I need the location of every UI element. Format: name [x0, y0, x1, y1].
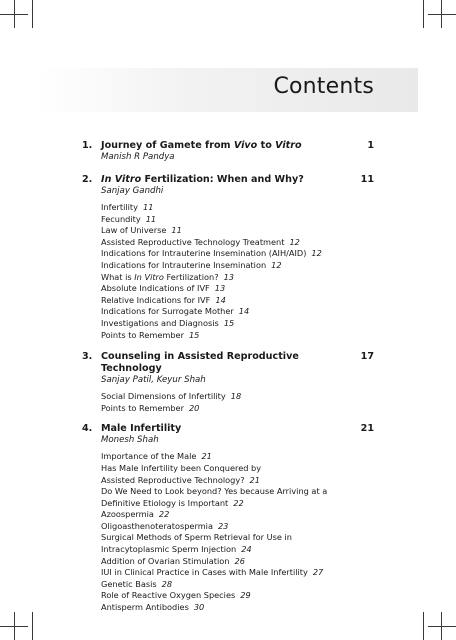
section-page-number: 13: [214, 283, 226, 294]
chapter-heading: [82, 140, 374, 152]
section-page-number: 11: [171, 225, 182, 236]
chapter-entry: [82, 351, 374, 414]
section-page-number: 18: [230, 391, 242, 402]
chapter-page-number: 17: [360, 351, 374, 363]
chapter-title: Male Infertility: [101, 423, 182, 435]
section-entry: Addition of Ovarian Stimulation 26: [101, 555, 245, 566]
section-page-number: 12: [289, 236, 300, 247]
section-entry: Indications for Intrauterine Insemination 12: [101, 259, 282, 270]
section-entry: Indications for Surrogate Mother 14: [101, 306, 250, 317]
section-entry: Do We Need to Look beyond? Yes because Arriving at a: [101, 486, 328, 497]
section-page-number: 15: [188, 329, 200, 340]
section-page-number: 20: [188, 402, 200, 413]
section-entry: Law of Universe 11: [101, 225, 182, 236]
crop-mark-bottom-left-v2: [32, 612, 33, 640]
section-list: [82, 391, 374, 414]
section-entry: Intracytoplasmic Sperm Injection 24: [101, 544, 252, 555]
section-page-number: 12: [271, 259, 282, 270]
section-page-number: 12: [311, 248, 322, 259]
chapter-author: Monesh Shah: [101, 435, 159, 446]
chapter-title: Counseling in Assisted Reproductive Technology: [101, 351, 299, 375]
chapter-heading: [82, 351, 374, 375]
section-entry: Assisted Reproductive Technology Treatment 12: [101, 236, 300, 247]
section-page-number: 22: [158, 509, 170, 520]
crop-mark-top-right-h: [428, 14, 456, 15]
chapter-heading: [82, 174, 374, 186]
section-entry: Indications for Intrauterine Insemination (AIH/AID) 12: [101, 248, 322, 259]
table-of-contents: [82, 140, 374, 614]
section-entry: Points to Remember 20: [101, 402, 200, 413]
section-page-number: 11: [145, 213, 157, 224]
section-page-number: 22: [233, 497, 244, 508]
section-page-number: 15: [223, 317, 235, 328]
chapter-author: Sanjay Patil, Keyur Shah: [101, 375, 206, 386]
chapter-title: In Vitro Fertilization: When and Why?: [101, 174, 304, 185]
section-page-number: 28: [161, 578, 173, 589]
section-entry: Role of Reactive Oxygen Species 29: [101, 590, 251, 601]
section-entry: Genetic Basis 28: [101, 578, 173, 589]
section-entry: What is In Vitro Fertilization? 13: [101, 271, 235, 282]
section-entry: Assisted Reproductive Technology? 21: [101, 474, 260, 485]
chapter-author: Sanjay Gandhi: [101, 186, 164, 196]
section-entry: Has Male Infertility been Conquered by: [101, 462, 262, 473]
section-page-number: 27: [312, 567, 324, 578]
chapter-entry: [82, 423, 374, 613]
section-entry: Investigations and Diagnosis 15: [101, 317, 235, 328]
section-page-number: 21: [201, 451, 212, 462]
chapter-author: Manish R Pandya: [101, 152, 175, 162]
section-list: [82, 451, 374, 613]
section-page-number: 23: [217, 520, 229, 531]
section-page-number: 14: [215, 294, 226, 305]
section-entry: Antisperm Antibodies 30: [101, 602, 205, 613]
section-list: [82, 202, 374, 341]
chapter-page-number: 11: [360, 174, 374, 185]
page-title: Contents: [273, 74, 374, 99]
section-entry: Azoospermia 22: [101, 509, 170, 520]
section-page-number: 30: [193, 602, 205, 613]
section-entry: Oligoasthenoteratospermia 23: [101, 520, 229, 531]
section-page-number: 13: [223, 271, 235, 282]
section-entry: Definitive Etiology is Important 22: [101, 497, 244, 508]
section-entry: Importance of the Male 21: [101, 451, 212, 462]
section-page-number: 29: [240, 590, 251, 601]
crop-mark-bottom-left-h: [0, 626, 28, 627]
section-entry: IUI in Clinical Practice in Cases with Male Infertility 27: [101, 567, 324, 578]
section-entry: Absolute Indications of IVF 13: [101, 283, 226, 294]
chapter-number: 2.: [82, 174, 93, 185]
section-entry: Social Dimensions of Infertility 18: [101, 391, 242, 402]
crop-mark-top-left-h: [0, 14, 28, 15]
chapter-page-number: 21: [360, 423, 374, 435]
section-page-number: 11: [142, 202, 154, 212]
section-page-number: 24: [241, 544, 252, 555]
section-entry: Relative Indications for IVF 14: [101, 294, 226, 305]
crop-mark-bottom-right-v2: [423, 612, 424, 640]
section-page-number: 26: [234, 555, 245, 566]
crop-mark-bottom-right-h: [428, 626, 456, 627]
section-entry: Fecundity 11: [101, 213, 157, 224]
section-entry: Surgical Methods of Sperm Retrieval for Use in: [101, 532, 292, 543]
chapter-entry: [82, 140, 374, 163]
section-page-number: 14: [238, 306, 250, 317]
chapter-number: 3.: [82, 351, 93, 363]
chapter-number: 4.: [82, 423, 93, 435]
chapter-heading: [82, 423, 374, 435]
section-entry: Infertility 11: [101, 202, 154, 212]
section-entry: Points to Remember 15: [101, 329, 200, 340]
chapter-title: Journey of Gamete from Vivo to Vitro: [101, 140, 302, 151]
chapter-number: 1.: [82, 140, 93, 151]
chapter-entry: [82, 174, 374, 341]
crop-mark-top-right-v2: [423, 0, 424, 28]
chapter-page-number: 1: [367, 140, 374, 151]
section-page-number: 21: [249, 474, 260, 485]
crop-mark-top-left-v2: [32, 0, 33, 28]
